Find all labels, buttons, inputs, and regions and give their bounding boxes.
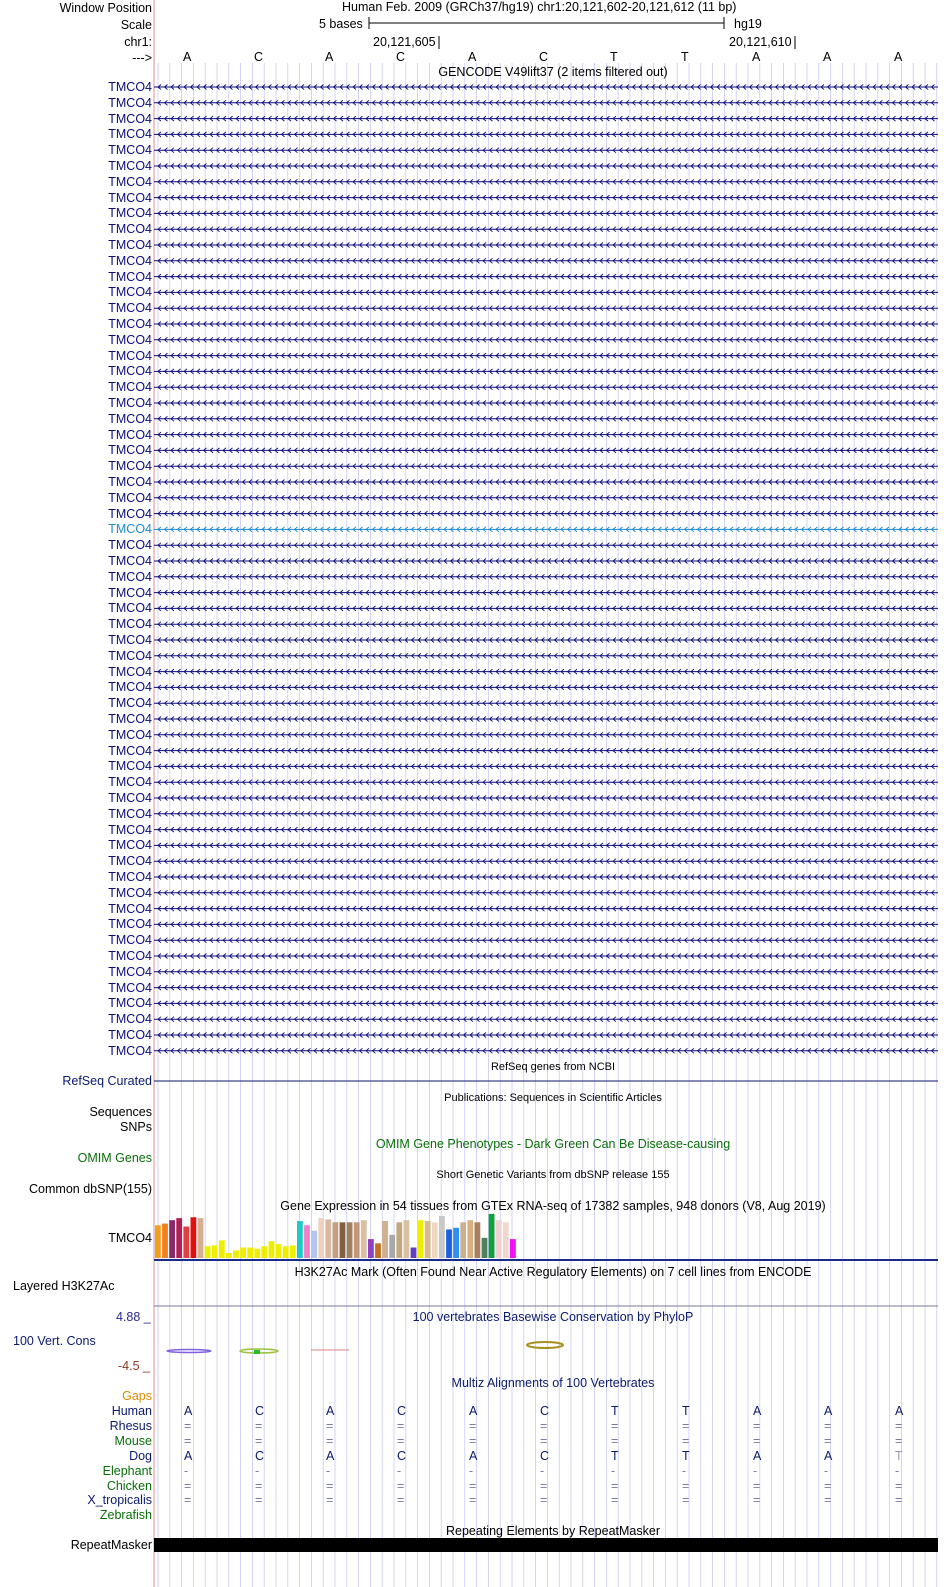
phylop-mark <box>167 1350 211 1353</box>
assembly-short: hg19 <box>734 17 762 31</box>
multiz-base: = <box>255 1493 263 1508</box>
multiz-base: - <box>895 1463 900 1478</box>
gencode-item-label[interactable]: TMCO4 <box>108 901 152 916</box>
multiz-base: = <box>895 1418 903 1433</box>
gtex-tissue-bar <box>418 1220 424 1258</box>
strand-label: ---> <box>132 51 152 65</box>
base-letter: T <box>610 50 618 64</box>
gtex-tissue-bar <box>382 1221 388 1258</box>
gtex-tissue-bar <box>318 1218 324 1258</box>
base-letter: A <box>183 50 192 64</box>
gencode-item-label[interactable]: TMCO4 <box>108 806 152 821</box>
multiz-base: = <box>895 1433 903 1448</box>
gencode-item-label[interactable]: TMCO4 <box>108 633 152 647</box>
gencode-item-label[interactable]: TMCO4 <box>108 617 152 632</box>
multiz-base: = <box>326 1418 334 1433</box>
gtex-tissue-bar <box>290 1245 296 1258</box>
base-letter: C <box>254 50 264 64</box>
multiz-base: A <box>469 1404 478 1418</box>
repeatmasker-track-title[interactable]: Repeating Elements by RepeatMasker <box>445 1524 660 1538</box>
gtex-tissue-bar <box>240 1248 246 1259</box>
multiz-base: = <box>753 1493 761 1508</box>
multiz-base: = <box>326 1433 334 1448</box>
position-right: 20,121,610 <box>729 35 792 49</box>
gtex-tissue-bar <box>191 1217 197 1258</box>
multiz-base: - <box>397 1463 402 1478</box>
base-letter: C <box>539 50 549 64</box>
gtex-tissue-bar <box>404 1220 410 1258</box>
gtex-tissue-bar <box>489 1214 495 1258</box>
multiz-base: - <box>824 1463 829 1478</box>
window-position-label: Window Position <box>59 1 152 15</box>
gencode-item-label[interactable]: TMCO4 <box>108 980 152 995</box>
multiz-base: = <box>397 1478 405 1493</box>
gencode-item-label[interactable]: TMCO4 <box>108 95 152 110</box>
scale-text: 5 bases <box>319 17 363 31</box>
multiz-base: = <box>753 1418 761 1433</box>
gtex-tissue-bar <box>254 1249 260 1258</box>
phylop-track-title[interactable]: 100 vertebrates Basewise Conservation by PhyloP <box>412 1310 694 1324</box>
refseq-label[interactable]: RefSeq Curated <box>62 1074 152 1088</box>
multiz-base: = <box>682 1418 690 1433</box>
gtex-tissue-bar <box>439 1216 445 1258</box>
multiz-base: = <box>611 1418 619 1433</box>
gtex-tissue-bar <box>169 1220 175 1258</box>
multiz-base: = <box>326 1478 334 1493</box>
gtex-tissue-bar <box>276 1244 282 1258</box>
gencode-item-label[interactable]: TMCO4 <box>108 490 152 505</box>
multiz-species-label[interactable]: Zebrafish <box>99 1508 152 1523</box>
gtex-tissue-bar <box>219 1240 225 1258</box>
repeatmasker-label[interactable]: RepeatMasker <box>70 1538 152 1552</box>
multiz-base: = <box>753 1478 761 1493</box>
gencode-item-label[interactable]: TMCO4 <box>108 348 152 363</box>
gtex-tissue-bar <box>226 1253 232 1258</box>
gencode-item-label[interactable]: TMCO4 <box>108 443 152 458</box>
gencode-item-label[interactable]: TMCO4 <box>108 427 152 442</box>
base-letter: A <box>468 50 477 64</box>
chrom-label: chr1: <box>124 35 152 49</box>
multiz-base: - <box>326 1463 331 1478</box>
gtex-tissue-bar <box>361 1220 367 1258</box>
multiz-species-label[interactable]: Human <box>111 1404 152 1418</box>
gencode-item-label[interactable]: TMCO4 <box>108 111 152 126</box>
multiz-base: = <box>540 1478 548 1493</box>
gencode-item-label[interactable]: TMCO4 <box>108 206 152 221</box>
gencode-item-label[interactable]: TMCO4 <box>108 364 152 379</box>
gencode-item-label[interactable]: TMCO4 <box>108 743 152 758</box>
gencode-item-label[interactable]: TMCO4 <box>108 885 152 900</box>
multiz-species-label[interactable]: X_tropicalis <box>87 1493 152 1508</box>
gtex-tissue-bar <box>425 1221 431 1258</box>
multiz-species-label[interactable]: Elephant <box>102 1463 152 1478</box>
repeatmasker-bar <box>154 1538 938 1552</box>
phylop-max-label: 4.88 _ <box>116 1310 151 1324</box>
multiz-base: = <box>753 1433 761 1448</box>
multiz-base: = <box>540 1493 548 1508</box>
base-letter: A <box>894 50 903 64</box>
gtex-tissue-bar <box>205 1246 211 1258</box>
multiz-base: C <box>540 1448 550 1463</box>
multiz-base: = <box>824 1493 832 1508</box>
gencode-item-label[interactable]: TMCO4 <box>108 475 152 489</box>
gtex-tissue-bar <box>340 1222 346 1258</box>
multiz-base: = <box>326 1493 334 1508</box>
multiz-base: A <box>895 1404 904 1418</box>
multiz-base: = <box>540 1433 548 1448</box>
dbsnp-track-title[interactable]: Short Genetic Variants from dbSNP release 155 <box>436 1169 670 1181</box>
h3k27ac-track-title[interactable]: H3K27Ac Mark (Often Found Near Active Regulatory Elements) on 7 cell lines from ENCODE <box>294 1265 812 1279</box>
gencode-item-label[interactable]: TMCO4 <box>108 317 152 331</box>
multiz-species-label[interactable]: Mouse <box>114 1433 152 1448</box>
gencode-item-label[interactable]: TMCO4 <box>108 791 152 805</box>
multiz-base: = <box>184 1433 192 1448</box>
refseq-track-title[interactable]: RefSeq genes from NCBI <box>490 1061 616 1073</box>
base-letter: C <box>396 50 406 64</box>
gencode-item-label[interactable]: TMCO4 <box>108 822 152 837</box>
multiz-base: A <box>469 1448 478 1463</box>
gencode-item-label[interactable]: TMCO4 <box>108 411 152 426</box>
gtex-tissue-bar <box>212 1245 218 1258</box>
gencode-item-label[interactable]: TMCO4 <box>108 143 152 158</box>
gtex-tissue-bar <box>297 1221 303 1258</box>
multiz-base: A <box>753 1404 762 1418</box>
multiz-base: = <box>895 1478 903 1493</box>
gencode-item-label[interactable]: TMCO4 <box>108 648 152 663</box>
multiz-base: C <box>255 1448 265 1463</box>
multiz-base: - <box>255 1463 260 1478</box>
multiz-base: - <box>540 1463 545 1478</box>
multiz-base: A <box>824 1448 833 1463</box>
gencode-item-label[interactable]: TMCO4 <box>108 775 152 790</box>
gtex-tissue-bar <box>475 1222 481 1258</box>
gtex-tissue-bar <box>162 1224 168 1258</box>
base-letter: A <box>325 50 334 64</box>
multiz-species-label[interactable]: Chicken <box>106 1478 152 1493</box>
gtex-track-title[interactable]: Gene Expression in 54 tissues from GTEx RNA-seq of 17382 samples, 948 donors (V8, Aug 2019) <box>280 1199 826 1213</box>
publications-track-title[interactable]: Publications: Sequences in Scientific Articles <box>444 1092 662 1104</box>
gencode-item-label[interactable]: TMCO4 <box>108 949 152 963</box>
gencode-item-label[interactable]: TMCO4 <box>108 332 152 347</box>
assembly-title: Human Feb. 2009 (GRCh37/hg19) chr1:20,121,602-20,121,612 (11 bp) <box>342 0 737 14</box>
gencode-item-label[interactable]: TMCO4 <box>108 585 152 600</box>
multiz-base: A <box>824 1404 833 1418</box>
gtex-tissue-bar <box>262 1246 268 1258</box>
multiz-base: - <box>611 1463 616 1478</box>
gtex-label[interactable]: TMCO4 <box>108 1231 152 1245</box>
gencode-item-label[interactable]: TMCO4 <box>108 664 152 679</box>
multiz-base: = <box>397 1433 405 1448</box>
gencode-item-label[interactable]: TMCO4 <box>108 964 152 979</box>
position-left: 20,121,605 <box>373 35 436 49</box>
gencode-item-label[interactable]: TMCO4 <box>108 601 152 616</box>
h3k27ac-label[interactable]: Layered H3K27Ac <box>13 1279 115 1293</box>
gtex-tissue-bar <box>432 1222 438 1258</box>
gencode-item-label[interactable]: TMCO4 <box>108 238 152 252</box>
gencode-item-label[interactable]: TMCO4 <box>108 680 152 695</box>
omim-track-title[interactable]: OMIM Gene Phenotypes - Dark Green Can Be Disease-causing <box>375 1137 731 1151</box>
gencode-item-label[interactable]: TMCO4 <box>108 253 152 268</box>
gencode-item-label[interactable]: TMCO4 <box>108 838 152 853</box>
gencode-item-label[interactable]: TMCO4 <box>108 301 152 316</box>
gtex-tissue-bar <box>368 1239 374 1258</box>
gencode-item-label[interactable]: TMCO4 <box>108 917 152 932</box>
gtex-tissue-bar <box>311 1231 317 1258</box>
multiz-base: T <box>682 1404 690 1418</box>
multiz-track-title[interactable]: Multiz Alignments of 100 Vertebrates <box>451 1376 655 1390</box>
gtex-tissue-bar <box>333 1222 339 1258</box>
gtex-tissue-bar <box>389 1235 395 1258</box>
multiz-base: A <box>326 1448 335 1463</box>
multiz-base: = <box>469 1433 477 1448</box>
gencode-item-label[interactable]: TMCO4 <box>108 1012 152 1027</box>
scale-label: Scale <box>120 18 152 32</box>
gencode-item-label[interactable]: TMCO4 <box>108 80 152 94</box>
multiz-base: C <box>255 1404 265 1418</box>
gencode-item-label[interactable]: TMCO4 <box>108 727 152 742</box>
gencode-item-label[interactable]: TMCO4 <box>108 222 152 237</box>
gencode-item-label[interactable]: TMCO4 <box>108 933 152 948</box>
multiz-species-label[interactable]: Dog <box>129 1448 152 1463</box>
multiz-base: A <box>184 1448 193 1463</box>
multiz-base: = <box>469 1418 477 1433</box>
multiz-base: = <box>682 1493 690 1508</box>
gtex-tissue-bar <box>155 1225 161 1258</box>
gencode-item-label[interactable]: TMCO4 <box>108 459 152 474</box>
gencode-item-label[interactable]: TMCO4 <box>108 522 152 537</box>
multiz-base: = <box>255 1478 263 1493</box>
phylop-mark <box>254 1350 260 1354</box>
multiz-base: = <box>824 1478 832 1493</box>
multiz-base: = <box>255 1433 263 1448</box>
phylop-mark <box>527 1342 563 1348</box>
gencode-item-label[interactable]: TMCO4 <box>108 269 152 284</box>
multiz-gaps-label: Gaps <box>122 1389 152 1403</box>
multiz-base: T <box>611 1448 619 1463</box>
gencode-item-label[interactable]: TMCO4 <box>108 538 152 553</box>
gtex-tissue-bar <box>198 1218 204 1258</box>
gtex-tissue-bar <box>183 1227 189 1259</box>
multiz-base: = <box>184 1418 192 1433</box>
multiz-base: T <box>895 1448 903 1463</box>
gtex-tissue-bar <box>247 1248 253 1259</box>
gencode-item-label[interactable]: TMCO4 <box>108 712 152 726</box>
gtex-tissue-bar <box>347 1222 353 1258</box>
omim-label[interactable]: OMIM Genes <box>77 1151 152 1165</box>
multiz-base: - <box>753 1463 758 1478</box>
gtex-tissue-bar <box>283 1246 289 1258</box>
publications-label-snps[interactable]: SNPs <box>120 1120 152 1134</box>
gtex-tissue-bar <box>496 1220 502 1258</box>
multiz-base: = <box>469 1493 477 1508</box>
multiz-base: A <box>753 1448 762 1463</box>
gtex-tissue-bar <box>269 1241 275 1258</box>
gencode-item-label[interactable]: TMCO4 <box>108 870 152 884</box>
multiz-base: - <box>682 1463 687 1478</box>
multiz-base: T <box>611 1404 619 1418</box>
multiz-base: = <box>184 1493 192 1508</box>
multiz-base: = <box>824 1418 832 1433</box>
multiz-base: = <box>611 1433 619 1448</box>
gencode-item-label[interactable]: TMCO4 <box>108 554 152 568</box>
gencode-item-label[interactable]: TMCO4 <box>108 396 152 410</box>
multiz-base: - <box>469 1463 474 1478</box>
gencode-item-label[interactable]: TMCO4 <box>108 1028 152 1042</box>
multiz-base: - <box>184 1463 189 1478</box>
gencode-item-label[interactable]: TMCO4 <box>108 696 152 711</box>
gencode-item-label[interactable]: TMCO4 <box>108 159 152 173</box>
gtex-tissue-bar <box>396 1222 402 1258</box>
gtex-tissue-bar <box>446 1229 452 1258</box>
gtex-tissue-bar <box>482 1238 488 1258</box>
gencode-item-label[interactable]: TMCO4 <box>108 569 152 584</box>
multiz-base: = <box>184 1478 192 1493</box>
base-letter: A <box>752 50 761 64</box>
multiz-base: C <box>540 1404 550 1418</box>
gtex-tissue-bar <box>304 1225 310 1258</box>
gencode-item-label[interactable]: TMCO4 <box>108 127 152 142</box>
gtex-tissue-bar <box>354 1222 360 1258</box>
gtex-tissue-bar <box>411 1248 417 1259</box>
base-letter: A <box>823 50 832 64</box>
phylop-min-label: -4.5 _ <box>118 1359 150 1373</box>
gtex-tissue-bar <box>510 1239 516 1258</box>
gtex-tissue-bar <box>453 1228 459 1258</box>
multiz-base: = <box>397 1493 405 1508</box>
multiz-base: = <box>611 1493 619 1508</box>
gencode-item-label[interactable]: TMCO4 <box>108 380 152 395</box>
gencode-item-label[interactable]: TMCO4 <box>108 190 152 205</box>
phylop-label[interactable]: 100 Vert. Cons <box>13 1334 96 1348</box>
gtex-tissue-bar <box>460 1222 466 1258</box>
multiz-base: = <box>611 1478 619 1493</box>
gtex-tissue-bar <box>325 1219 331 1258</box>
gtex-tissue-bar <box>233 1250 239 1258</box>
gencode-track-title[interactable]: GENCODE V49lift37 (2 items filtered out) <box>438 65 668 79</box>
multiz-base: = <box>682 1478 690 1493</box>
gtex-tissue-bar <box>503 1222 509 1258</box>
gencode-item-label[interactable]: TMCO4 <box>108 1043 152 1058</box>
multiz-base: = <box>469 1478 477 1493</box>
publications-label-sequences[interactable]: Sequences <box>89 1105 152 1119</box>
multiz-base: = <box>397 1418 405 1433</box>
multiz-base: = <box>682 1433 690 1448</box>
gtex-tissue-bar <box>176 1218 182 1258</box>
multiz-base: = <box>540 1418 548 1433</box>
gencode-item-label[interactable]: TMCO4 <box>108 759 152 774</box>
multiz-base: T <box>682 1448 690 1463</box>
multiz-base: = <box>255 1418 263 1433</box>
gtex-tissue-bar <box>467 1220 473 1258</box>
gencode-item-label[interactable]: TMCO4 <box>108 854 152 869</box>
gencode-item-label[interactable]: TMCO4 <box>108 174 152 189</box>
multiz-base: = <box>895 1493 903 1508</box>
multiz-base: A <box>184 1404 193 1418</box>
gencode-item-label[interactable]: TMCO4 <box>108 996 152 1011</box>
gencode-item-label[interactable]: TMCO4 <box>108 285 152 300</box>
multiz-base: C <box>397 1448 407 1463</box>
multiz-base: = <box>824 1433 832 1448</box>
gtex-tissue-bar <box>375 1243 381 1258</box>
gencode-item-label[interactable]: TMCO4 <box>108 506 152 521</box>
multiz-base: C <box>397 1404 407 1418</box>
multiz-species-label[interactable]: Rhesus <box>109 1418 152 1433</box>
dbsnp-label[interactable]: Common dbSNP(155) <box>29 1182 152 1196</box>
base-letter: T <box>681 50 689 64</box>
multiz-base: A <box>326 1404 335 1418</box>
